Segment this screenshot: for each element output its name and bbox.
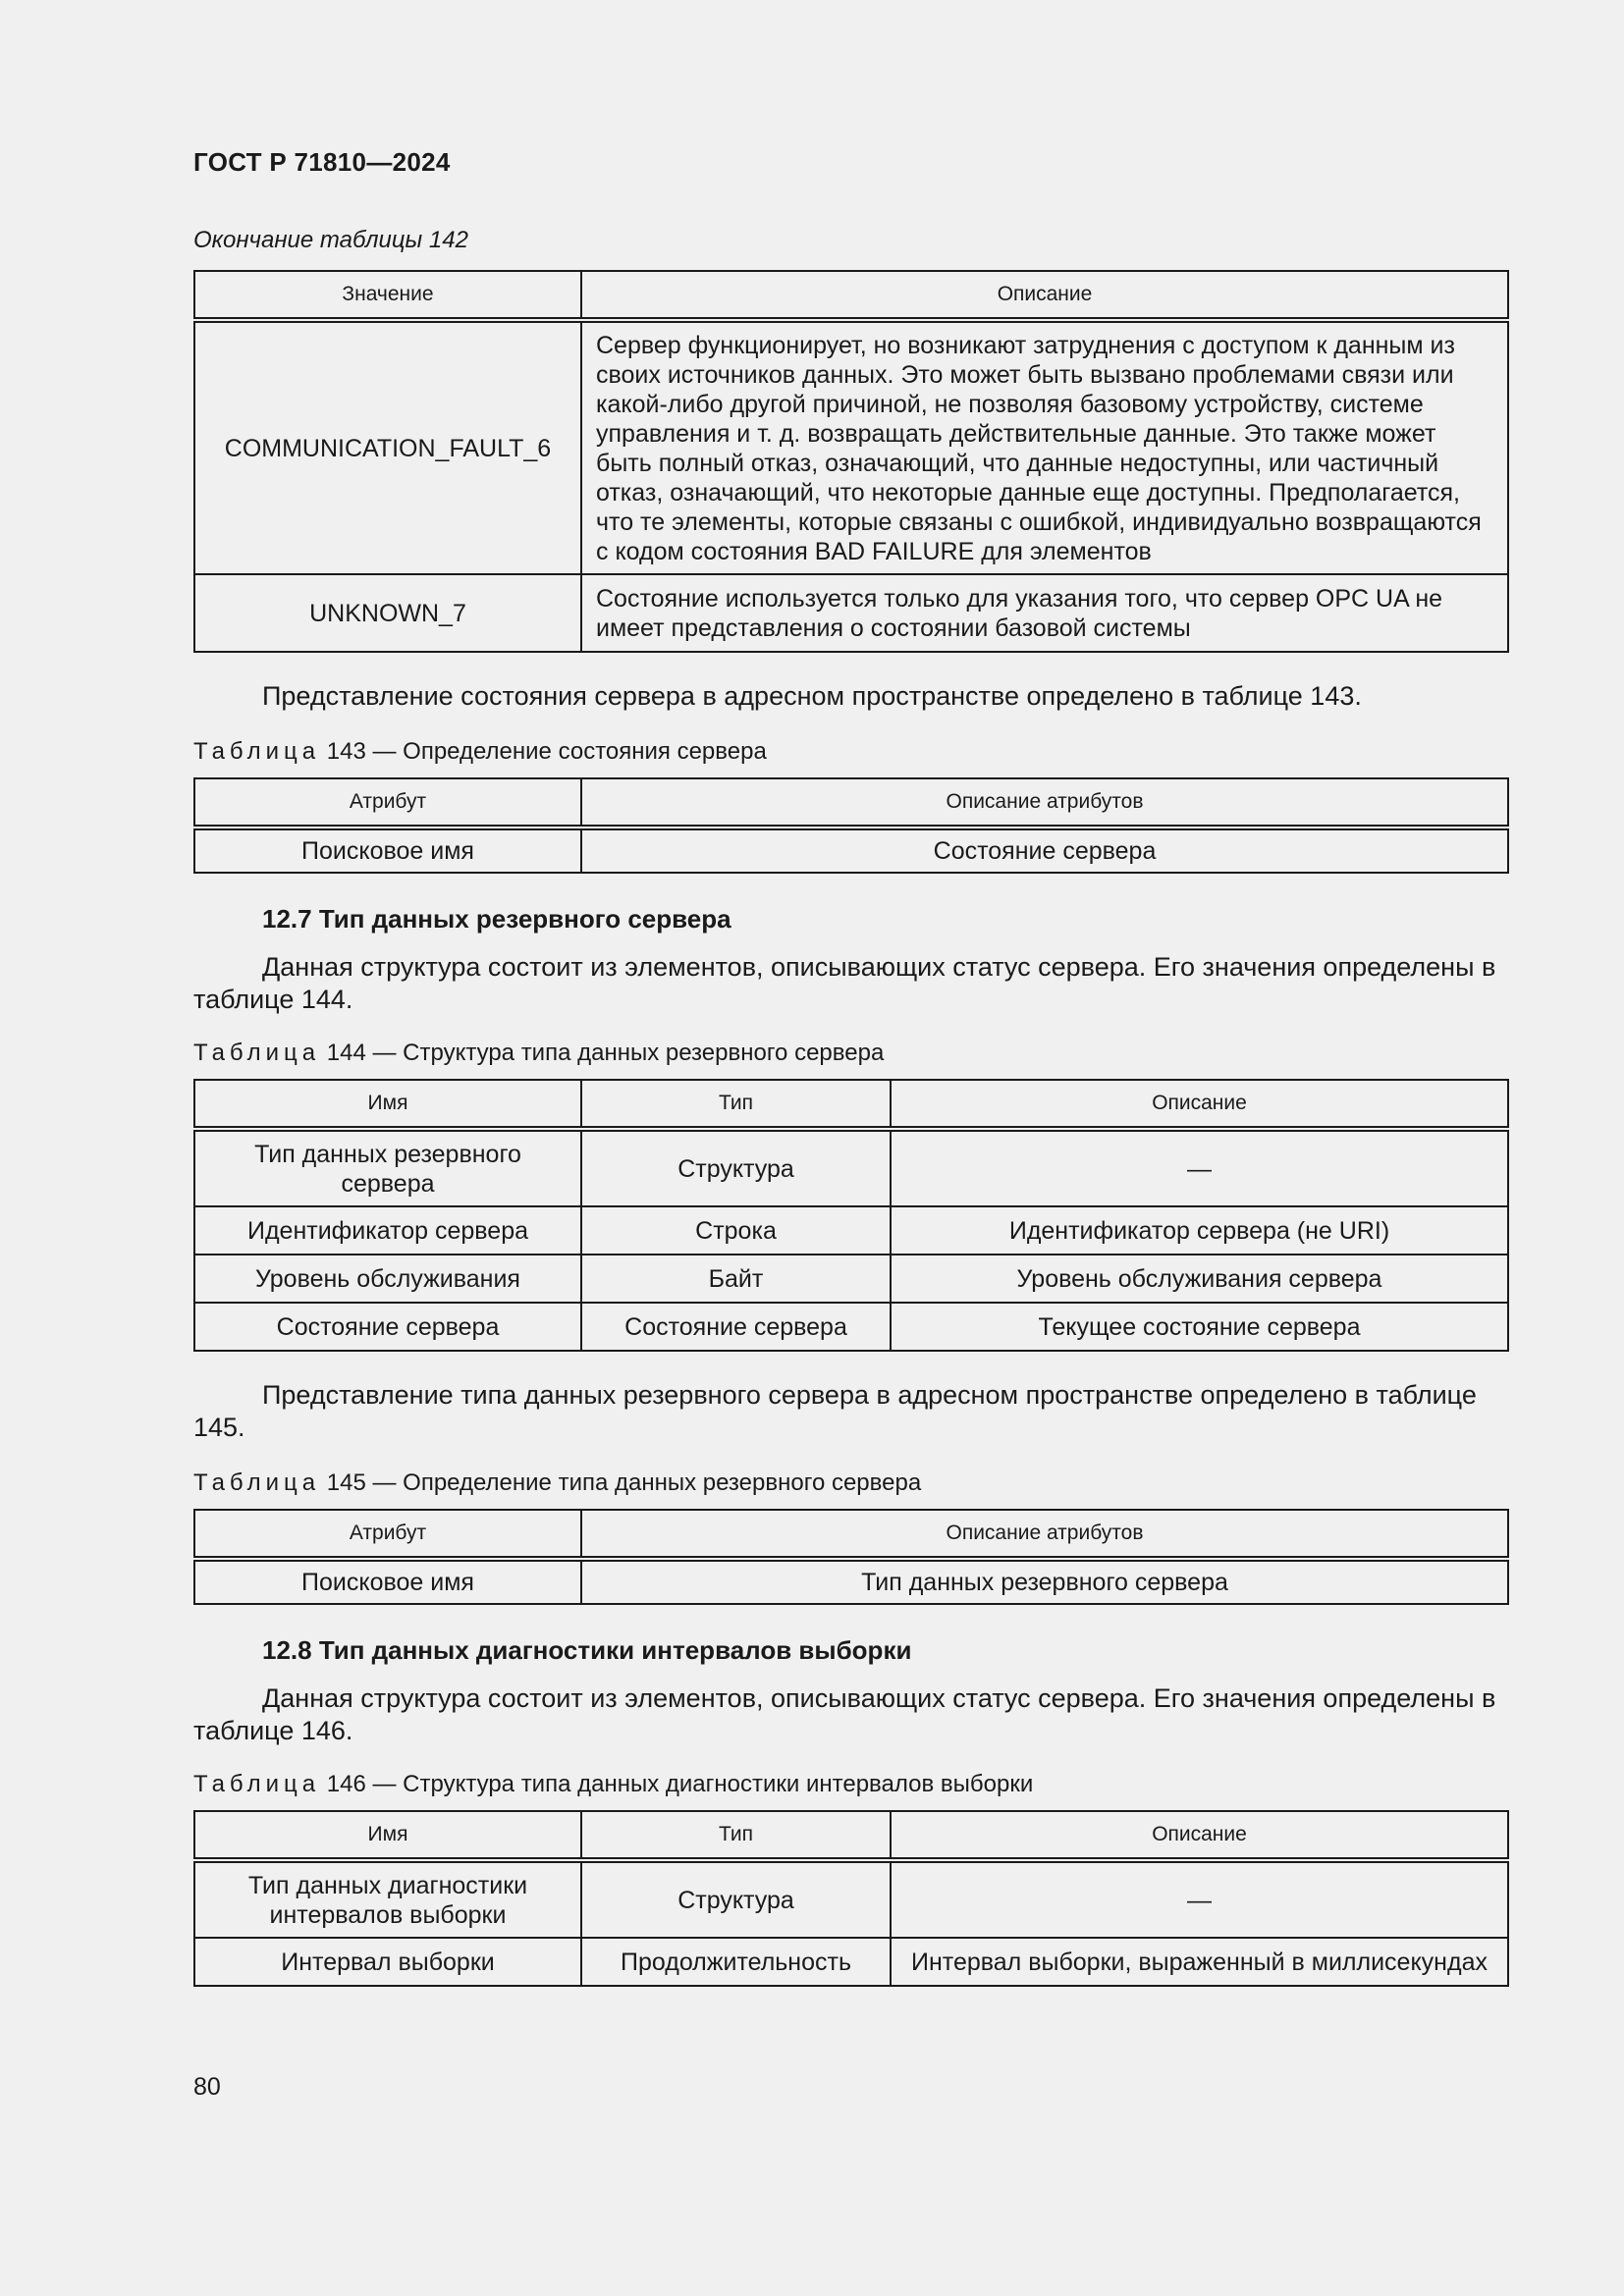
table-header-row	[194, 1510, 1508, 1559]
table-cell: Уровень обслуживания	[194, 1255, 581, 1303]
table-cell: Уровень обслуживания сервера	[891, 1255, 1508, 1303]
table-144	[193, 1079, 1509, 1352]
column-header: Имя	[194, 1080, 581, 1129]
caption-text: 143 — Определение состояния сервера	[326, 738, 767, 765]
table-cell: Интервал выборки	[194, 1938, 581, 1986]
table-row	[194, 1559, 1508, 1604]
table-146	[193, 1810, 1509, 1987]
table-cell: Состояние сервера	[581, 1303, 891, 1351]
table-cell: Поисковое имя	[194, 1559, 581, 1604]
paragraph: Данная структура состоит из элементов, описывающих статус сервера. Его значения определены в таблице 146.	[193, 1683, 1496, 1745]
table-cell: Структура	[581, 1860, 891, 1938]
caption-word: Таблица	[193, 738, 321, 765]
table-header-row	[194, 778, 1508, 828]
table-row	[194, 828, 1508, 873]
column-header: Описание атрибутов	[581, 1510, 1508, 1559]
table-cell: Строка	[581, 1206, 891, 1255]
table-143	[193, 777, 1509, 874]
table-cell: Идентификатор сервера (не URI)	[891, 1206, 1508, 1255]
caption-word: Таблица	[193, 1771, 321, 1797]
caption-word: Таблица	[193, 1469, 321, 1496]
table-146-caption	[193, 1771, 1033, 1798]
table-cell: Тип данных резервного сервера	[581, 1559, 1508, 1604]
table-row	[194, 1860, 1508, 1938]
table-header-row	[194, 1811, 1508, 1860]
table-cell-description: Сервер функционирует, но возникают затруднения с доступом к данным из своих источников данных. Это может быть вызвано проблемами связи или какой-либо другой причиной, не позволяя базовому устройству, системе управления и т. д. возвращать действительные данные. Это также может быть полный отказ, означающий, что данные недоступны, или частичный отказ, означающий, что некоторые данные еще доступны. Предполагается, что те элементы, которые связаны с ошибкой, индивидуально возвращаются с кодом состояния BAD FAILURE для элементов	[581, 320, 1508, 574]
table-cell: Интервал выборки, выраженный в миллисекундах	[891, 1938, 1508, 1986]
table-143-caption	[193, 738, 767, 766]
table-row	[194, 1129, 1508, 1206]
section-12-7-title: 12.7 Тип данных резервного сервера	[262, 904, 731, 934]
table-row	[194, 1303, 1508, 1351]
paragraph: Представление типа данных резервного сервера в адресном пространстве определено в таблице 145.	[193, 1380, 1477, 1442]
table-cell: Байт	[581, 1255, 891, 1303]
document-header: ГОСТ Р 71810—2024	[193, 147, 451, 177]
table-cell-value: UNKNOWN_7	[194, 574, 581, 652]
table-cell: Продолжительность	[581, 1938, 891, 1986]
column-header: Описание	[581, 271, 1508, 320]
table-header-row	[194, 1080, 1508, 1129]
table-row	[194, 320, 1508, 574]
column-header: Значение	[194, 271, 581, 320]
table-row	[194, 574, 1508, 652]
table-cell: Текущее состояние сервера	[891, 1303, 1508, 1351]
table-header-row	[194, 271, 1508, 320]
table-144-caption	[193, 1040, 884, 1067]
table-row	[194, 1206, 1508, 1255]
column-header: Имя	[194, 1811, 581, 1860]
column-header: Описание	[891, 1811, 1508, 1860]
table-row	[194, 1255, 1508, 1303]
column-header: Тип	[581, 1811, 891, 1860]
table-142-continuation-label: Окончание таблицы 142	[193, 227, 468, 253]
section-12-8-title: 12.8 Тип данных диагностики интервалов выборки	[262, 1635, 912, 1665]
page-number: 80	[193, 2073, 221, 2101]
table-cell-description: Состояние используется только для указания того, что сервер OPC UA не имеет представления о состоянии базовой системы	[581, 574, 1508, 652]
table-cell: Тип данных диагностики интервалов выборки	[194, 1860, 581, 1938]
paragraph: Данная структура состоит из элементов, описывающих статус сервера. Его значения определены в таблице 144.	[193, 952, 1496, 1014]
table-cell: Состояние сервера	[581, 828, 1508, 873]
table-cell: Структура	[581, 1129, 891, 1206]
caption-word: Таблица	[193, 1040, 321, 1066]
table-145	[193, 1509, 1509, 1605]
table-145-caption	[193, 1469, 921, 1497]
caption-text: 145 — Определение типа данных резервного сервера	[326, 1469, 922, 1496]
column-header: Описание	[891, 1080, 1508, 1129]
column-header: Тип	[581, 1080, 891, 1129]
table-142	[193, 270, 1509, 653]
table-cell-value: COMMUNICATION_FAULT_6	[194, 320, 581, 574]
table-cell: Тип данных резервного сервера	[194, 1129, 581, 1206]
caption-text: 146 — Структура типа данных диагностики интервалов выборки	[326, 1771, 1034, 1797]
table-cell: Поисковое имя	[194, 828, 581, 873]
caption-text: 144 — Структура типа данных резервного сервера	[326, 1040, 885, 1066]
paragraph: Представление состояния сервера в адресном пространстве определено в таблице 143.	[262, 681, 1362, 711]
column-header: Атрибут	[194, 1510, 581, 1559]
table-cell: —	[891, 1860, 1508, 1938]
table-cell: Состояние сервера	[194, 1303, 581, 1351]
column-header: Описание атрибутов	[581, 778, 1508, 828]
table-cell: —	[891, 1129, 1508, 1206]
column-header: Атрибут	[194, 778, 581, 828]
table-cell: Идентификатор сервера	[194, 1206, 581, 1255]
table-row	[194, 1938, 1508, 1986]
